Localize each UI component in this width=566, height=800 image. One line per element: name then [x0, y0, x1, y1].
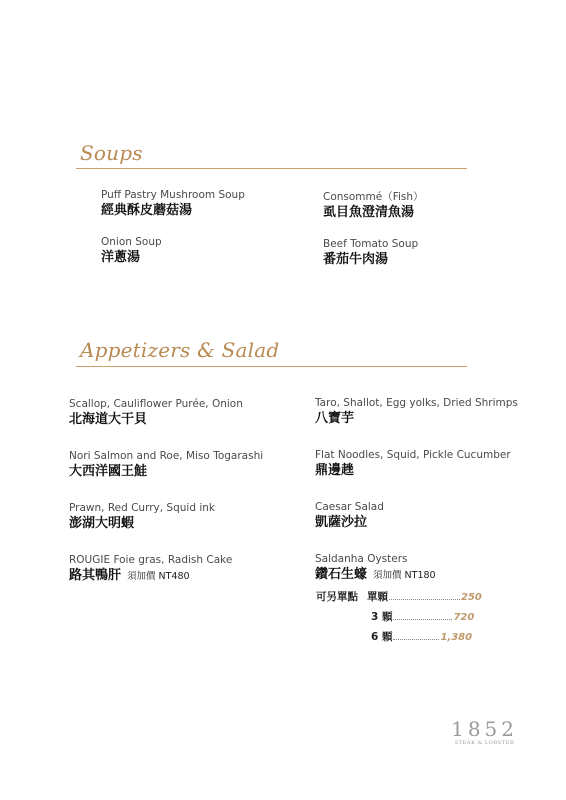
item-chinese-name: 番茄牛肉湯 [323, 252, 389, 267]
item-chinese-name [315, 566, 436, 585]
addon-price-row [371, 629, 472, 644]
surcharge-note: 須加價 NT480 [127, 571, 190, 582]
item-chinese-name: 洋蔥湯 [101, 250, 141, 265]
item-english-name: Saldanha Oysters [315, 553, 408, 565]
item-english-name: Prawn, Red Curry, Squid ink [69, 502, 215, 514]
soups-divider [76, 168, 467, 169]
menu-item [101, 236, 162, 267]
soups-title: Soups [80, 141, 143, 165]
item-english-name: ROUGIE Foie gras, Radish Cake [69, 554, 233, 566]
item-chinese-text: 路其鴨肝 [69, 568, 122, 583]
addon-price: 720 [453, 612, 475, 623]
item-english-name: Nori Salmon and Roe, Miso Togarashi [69, 450, 264, 462]
menu-item [315, 501, 384, 532]
item-english-name: Caesar Salad [315, 501, 384, 513]
logo-tagline: STEAK & LOBSTER [454, 740, 515, 746]
logo-number: 1852 [451, 717, 518, 741]
addon-price: 1,380 [440, 632, 473, 643]
dot-leader [389, 591, 460, 600]
addon-option-label: 6 顆 [371, 631, 393, 643]
item-chinese-name: 凱薩沙拉 [315, 515, 368, 530]
menu-item [315, 449, 511, 480]
item-english-name: Consommé（Fish） [323, 191, 424, 203]
addon-price-row [371, 609, 474, 624]
item-chinese-text: 鑽石生蠔 [315, 567, 368, 582]
dot-leader [393, 611, 452, 620]
menu-item [69, 398, 243, 429]
item-english-name: Taro, Shallot, Egg yolks, Dried Shrimps [315, 397, 518, 409]
item-english-name: Scallop, Cauliflower Purée, Onion [69, 398, 243, 410]
item-english-name: Flat Noodles, Squid, Pickle Cucumber [315, 449, 511, 461]
addon-price: 250 [461, 592, 482, 603]
menu-item [69, 554, 232, 586]
menu-item [315, 553, 436, 585]
addon-price-row [316, 589, 482, 604]
item-chinese-name: 鼎邊趖 [315, 463, 355, 478]
menu-item [101, 189, 245, 220]
menu-item [323, 238, 418, 269]
menu-item [323, 191, 424, 222]
dot-leader [393, 631, 439, 640]
item-chinese-name: 經典酥皮蘑菇湯 [101, 203, 193, 218]
addon-label: 可另單點 [316, 591, 358, 603]
item-chinese-name: 大西洋國王鮭 [69, 464, 148, 479]
item-chinese-name: 北海道大干貝 [69, 412, 148, 427]
item-english-name: Puff Pastry Mushroom Soup [101, 189, 245, 201]
item-english-name: Onion Soup [101, 236, 162, 248]
appetizers-divider [76, 366, 467, 367]
item-chinese-name [69, 567, 232, 586]
addon-option-label: 3 顆 [371, 611, 393, 623]
surcharge-note: 須加價 NT180 [373, 570, 436, 581]
item-chinese-name: 八寶芋 [315, 411, 355, 426]
restaurant-logo [451, 718, 518, 746]
item-chinese-name: 虱目魚澄清魚湯 [323, 205, 415, 220]
menu-item [69, 502, 215, 533]
menu-item [315, 397, 518, 428]
appetizers-title: Appetizers & Salad [80, 338, 280, 362]
item-chinese-name: 澎湖大明蝦 [69, 516, 135, 531]
menu-item [69, 450, 263, 481]
item-english-name: Beef Tomato Soup [323, 238, 419, 250]
addon-option-label: 單顆 [367, 591, 388, 603]
